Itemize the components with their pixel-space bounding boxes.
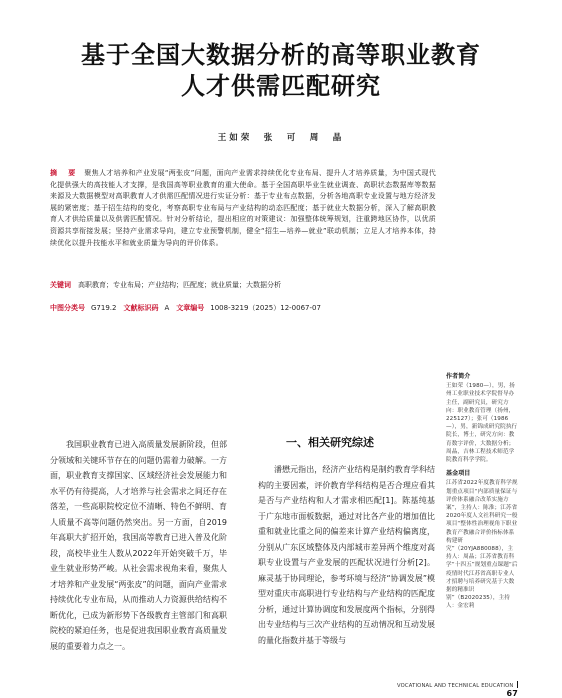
- abstract-text: 聚焦人才培养和产业发展“两张皮”问题，面向产业需求持续优化专业布局、提升人才培养质量，为中国式现代化提供强大的高技能人才支撑，是我国高等职业教育的重大使命。基于全国高职毕业生就业调查、高职状态数据库等数据来源及大数据模型对高职教育人才供需匹配情况进行实证分析：基于专业布点数据，分析各地高职专业设置与地方经济发展的紧密度；基于招生结构的变化，考察高职专业布局与产业结构的动态匹配度；基于就业大数据分析，深入了解高职教育人才供给质量以及供需匹配情况。针对分析结论，提出相应的对策建议：加强整体统筹规划，注重跨地区协作，以优质资源共享衔接发展；坚持产业需求导向，建立专业预警机制，健全“招生—培养—就业”联动机制；立足人才培养本体，持续优化以提升技能水平和就业质量为导向的评价体系。: [50, 169, 436, 247]
- article-number-value: 1008-3219（2025）12-0067-07: [210, 304, 321, 312]
- doc-code-value: A: [164, 304, 170, 312]
- right-column: [258, 462, 435, 648]
- left-column: [50, 437, 227, 654]
- keywords-text: 高职教育；专业布局；产业结构；匹配度；就业质量；大数据分析: [78, 281, 281, 289]
- article-number-label: 文章编号: [176, 304, 205, 312]
- page-number: 67: [506, 689, 518, 698]
- keywords: [50, 280, 436, 290]
- authors: 王如荣 张 可 周 晶: [217, 133, 345, 143]
- fund-text: 江苏省2022年度教育科学规划重点项目“内部质量保证与评价体系融合改革实施方案”，主持人：陈淮；江苏省2020年度人文社科研究一般项目“整体性治理视角下职业教育产教融合评价指标体系构建研究”（20YJA880088），主持人：周晶；江苏省教育科学“十四五”规划重点课题“后疫情时代江苏省高职专业人才招聘与培养研究基于大数据的精准识别”（B2020235），主持人：金宏莉: [446, 480, 518, 610]
- body-paragraph: 我国职业教育已进入高质量发展新阶段，但部分领域和关键环节存在的问题仍需着力破解。一方面，职业教育支撑国家、区域经济社会发展能力和水平仍有待提高，人才培养与社会需求之间还存在落差，一些高职院校定位不清晰、特色不鲜明、育人质量不高等问题仍然突出。另一方面，自2019年高职大扩招开始，我国高等教育已进入普及化阶段，高校毕业生人数从2022年开始突破千万，毕业生就业形势严峻。从社会需求视角来看，聚焦人才培养和产业发展“两张皮”的问题，面向产业需求持续优化专业布局，从而推动人力资源供给结构不断优化，已成为新形势下各级教育主管部门和高职院校的紧迫任务，也是促进我国职业教育高质量发展的重要着力点之一。: [50, 440, 227, 651]
- keywords-label: 关键词: [50, 281, 71, 289]
- journal-name: VOCATIONAL AND TECHNICAL EDUCATION: [396, 683, 514, 689]
- abstract-label: 摘 要: [50, 169, 78, 177]
- body-paragraph: 潘懋元指出，经济产业结构是制约教育学科结构的主要因素，评价教育学科结构是否合理应看其是否与产业结构和人才需求相匹配[1]。陈基纯基于广东地市面板数据，通过对比各产业的增加值比重和就业比重之间的偏差来计算产业结构偏离度，分别从广东区域整体及内部城市差异两个维度对高职专业设置与产业发展的匹配状况进行分析[2]。麻灵基于协同理论，参考环境与经济“协调发展”模型对重庆市高职进行专业结构与产业结构的匹配度分析，通过计算协调度和发展度两个指标，分别得出专业结构与三次产业结构的互动情况和互动发展的量化指数并基于等级与: [258, 465, 435, 645]
- clc-value: G719.2: [91, 304, 117, 312]
- footer-divider: [517, 681, 519, 688]
- author-info-text: 王如荣（1980—），男，扬州工业职业技术学院督导办主任，副研究员，研究方向：职业教育管理（扬州，225127）；张可（1986—），男，新锦成研究院执行院长，博士，研究方向：教育数字评价，大数据分析；周晶，吉林工程技术师范学院教育科学学院。: [446, 383, 518, 464]
- abstract: [50, 168, 436, 249]
- author-info-sidebar: [446, 373, 518, 611]
- section-heading: 一、相关研究综述: [286, 436, 374, 449]
- clc-label: 中图分类号: [50, 304, 85, 312]
- paper-title-line-2: 人才供需匹配研究: [181, 72, 381, 100]
- classification-line: [50, 303, 436, 313]
- doc-code-label: 文献标识码: [123, 304, 159, 312]
- author-info-heading: 作者简介: [446, 373, 471, 380]
- paper-title-line-1: 基于全国大数据分析的高等职业教育: [81, 41, 481, 69]
- page-footer: [388, 681, 518, 698]
- fund-heading: 基金项目: [446, 470, 471, 478]
